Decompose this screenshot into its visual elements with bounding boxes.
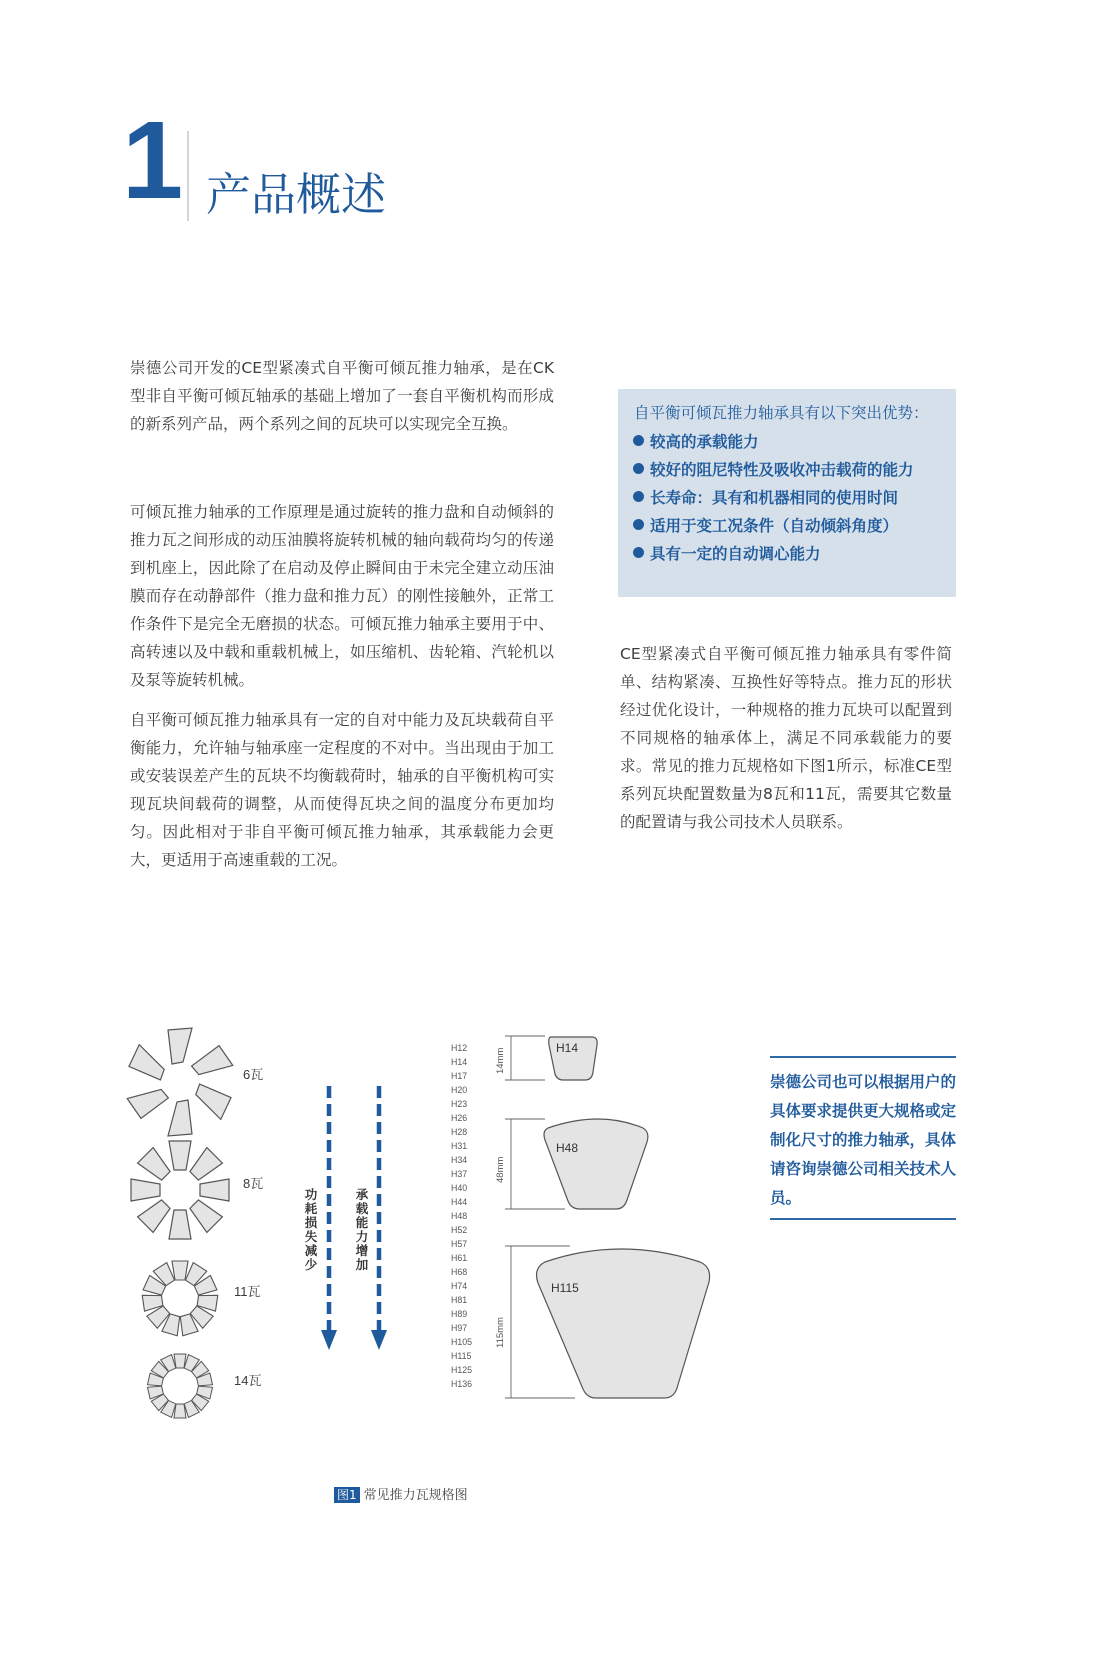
size-item: H68: [451, 1267, 468, 1277]
bullet-icon: [633, 547, 644, 558]
arrow-label-power-loss: 功耗损失减少: [304, 1187, 318, 1272]
page-title: 产品概述: [206, 168, 387, 221]
size-item: H81: [451, 1295, 468, 1305]
section-number: 1: [122, 99, 180, 222]
size-item: H40: [451, 1183, 468, 1193]
size-item: H34: [451, 1155, 468, 1165]
figure-graphic: [0, 1000, 1100, 1480]
pad-shape-h48: [544, 1119, 648, 1209]
bullet-icon: [633, 435, 644, 446]
advantages-list: [633, 428, 914, 568]
figure-tag: 图1: [334, 1487, 360, 1503]
size-item: H105: [451, 1337, 473, 1347]
size-item: H44: [451, 1197, 468, 1207]
pad-ring-8: [131, 1141, 229, 1239]
pad-ring-14: [147, 1354, 212, 1418]
pad-count-label: 8瓦: [243, 1176, 264, 1191]
arrow-label-load-capacity: 承载能力增加: [355, 1187, 369, 1272]
size-item: H31: [451, 1141, 468, 1151]
dimension-label: 48mm: [495, 1156, 506, 1183]
section-divider: [187, 131, 189, 221]
size-item: H52: [451, 1225, 468, 1235]
figure-caption-text: 常见推力瓦规格图: [363, 1488, 468, 1503]
arrow-head-icon: [321, 1330, 337, 1350]
advantages-heading: 自平衡可倾瓦推力轴承具有以下突出优势：: [634, 404, 929, 422]
size-item: H136: [451, 1379, 473, 1389]
dimension-label: 14mm: [495, 1047, 506, 1074]
pad-shape-label: H14: [556, 1041, 579, 1055]
pad-count-label: 11瓦: [234, 1284, 261, 1299]
size-item: H23: [451, 1099, 468, 1109]
pad-count-label: 6瓦: [243, 1067, 264, 1082]
pad-shape-label: H48: [556, 1141, 579, 1155]
advantage-item: 适用于变工况条件（自动倾斜角度）: [633, 512, 914, 540]
size-item: H28: [451, 1127, 468, 1137]
bullet-icon: [633, 491, 644, 502]
size-item: H48: [451, 1211, 468, 1221]
advantage-item: 较好的阻尼特性及吸收冲击载荷的能力: [633, 456, 914, 484]
pad-size-list: [451, 1041, 472, 1391]
pad-shape-h115: [537, 1249, 710, 1398]
size-item: H12: [451, 1043, 468, 1053]
bullet-icon: [633, 463, 644, 474]
size-item: H115: [451, 1351, 472, 1361]
features-paragraph: CE型紧凑式自平衡可倾瓦推力轴承具有零件简单、结构紧凑、互换性好等特点。推力瓦的形状经过优化设计，一种规格的推力瓦块可以配置到不同规格的轴承体上，满足不同承载能力的要求。常见的推力瓦规格如下图1所示，标准CE型系列瓦块配置数量为8瓦和11瓦，需要其它数量的配置请与我公司技术人员联系。: [620, 645, 952, 831]
size-item: H89: [451, 1309, 468, 1319]
self-balance-paragraph: 自平衡可倾瓦推力轴承具有一定的自对中能力及瓦块载荷自平衡能力，允许轴与轴承座一定程度的不对中。当出现由于加工或安装误差产生的瓦块不均衡载荷时，轴承的自平衡机构可实现瓦块间载荷的调整，从而使得瓦块之间的温度分布更加均匀。因此相对于非自平衡可倾瓦推力轴承，其承载能力会更大，更适用于高速重载的工况。: [130, 711, 554, 869]
intro-paragraph: 崇德公司开发的CE型紧凑式自平衡可倾瓦推力轴承，是在CK型非自平衡可倾瓦轴承的基础上增加了一套自平衡机构而形成的新系列产品，两个系列之间的瓦块可以实现完全互换。: [130, 359, 554, 433]
pad-ring-6: [127, 1028, 233, 1136]
size-item: H37: [451, 1169, 468, 1179]
size-item: H26: [451, 1113, 468, 1123]
custom-note: 崇德公司也可以根据用户的具体要求提供更大规格或定制化尺寸的推力轴承，具体请咨询崇德公司相关技术人员。: [770, 1073, 957, 1207]
arrow-head-icon: [371, 1330, 387, 1350]
bullet-icon: [633, 519, 644, 530]
dimension-label: 115mm: [495, 1317, 506, 1348]
size-item: H97: [451, 1323, 468, 1333]
size-item: H57: [451, 1239, 468, 1249]
size-item: H125: [451, 1365, 473, 1375]
size-item: H74: [451, 1281, 468, 1291]
pad-count-label: 14瓦: [234, 1373, 262, 1388]
figure-caption: [334, 1484, 468, 1503]
advantage-item: 长寿命：具有和机器相同的使用时间: [633, 484, 914, 512]
pad-shape-label: H115: [551, 1281, 579, 1295]
size-item: H20: [451, 1085, 468, 1095]
pad-ring-11: [142, 1261, 218, 1336]
size-item: H14: [451, 1057, 468, 1067]
size-item: H17: [451, 1071, 468, 1081]
advantage-item: 具有一定的自动调心能力: [633, 540, 914, 568]
principle-paragraph: 可倾瓦推力轴承的工作原理是通过旋转的推力盘和自动倾斜的推力瓦之间形成的动压油膜将旋转机械的轴向载荷均匀的传递到机座上，因此除了在启动及停止瞬间由于未完全建立动压油膜而存在动静部件（推力盘和推力瓦）的刚性接触外，正常工作条件下是完全无磨损的状态。可倾瓦推力轴承主要用于中、高转速以及中载和重载机械上，如压缩机、齿轮箱、汽轮机以及泵等旋转机械。: [130, 503, 554, 689]
size-item: H61: [451, 1253, 468, 1263]
advantage-item: 较高的承载能力: [633, 428, 914, 456]
